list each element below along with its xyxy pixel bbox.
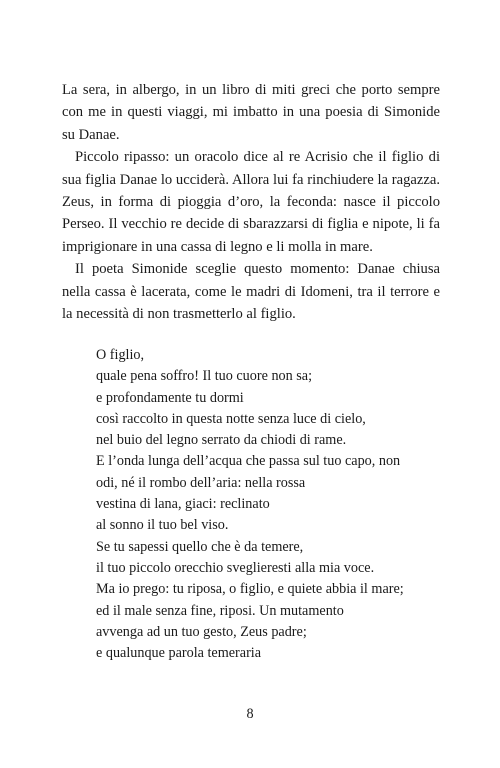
poem-line: così raccolto in questa notte senza luce di cielo, xyxy=(96,410,366,427)
poem-line: nel buio del legno serrato da chiodi di rame. xyxy=(96,432,347,449)
poem-line: al sonno il tuo bel viso. xyxy=(96,517,229,534)
poem-line: Ma io prego: tu riposa, o figlio, e quiete abbia il mare; xyxy=(96,581,404,598)
paragraph: La sera, in albergo, in un libro di miti greci che porto sempre con me in questi viaggi, mi imbatto in una poesia di Simonide su Danae. xyxy=(62,82,440,143)
poem-line: e profondamente tu dormi xyxy=(96,389,244,406)
poem-line: ed il male senza fine, riposi. Un mutamento xyxy=(96,602,344,619)
paragraph: Il poeta Simonide sceglie questo momento: Danae chiusa nella cassa è lacerata, come le madri di Idomeni, tra il terrore e la necessità di non trasmetterlo al figlio. xyxy=(62,261,440,323)
poem-line: il tuo piccolo orecchio sveglieresti alla mia voce. xyxy=(96,559,375,576)
paragraph: Piccolo ripasso: un oracolo dice al re Acrisio che il figlio di sua figlia Danae lo ucciderà. Allora lui fa rinchiudere la ragazza. Zeus, in forma di pioggia d’oro, la feconda: nasce il piccolo Perseo. Il vecchio re decide di sbarazzarsi di figlia e nipote, li fa imprigionare in una cassa di legno e li molla in mare. xyxy=(62,149,440,255)
poem-line: odi, né il rombo dell’aria: nella rossa xyxy=(96,474,306,491)
page-number: 8 xyxy=(246,706,254,722)
poem-line: vestina di lana, giaci: reclinato xyxy=(96,496,270,513)
prose-body xyxy=(62,79,440,325)
poem-line: Se tu sapessi quello che è da temere, xyxy=(96,538,304,555)
poem-line: E l’onda lunga dell’acqua che passa sul tuo capo, non xyxy=(96,453,401,470)
poem-block xyxy=(96,345,436,664)
poem-line: e qualunque parola temeraria xyxy=(96,645,262,662)
poem-line: avvenga ad un tuo gesto, Zeus padre; xyxy=(96,623,307,640)
poem-line: quale pena soffro! Il tuo cuore non sa; xyxy=(96,368,313,385)
poem-line: O figlio, xyxy=(96,347,145,363)
